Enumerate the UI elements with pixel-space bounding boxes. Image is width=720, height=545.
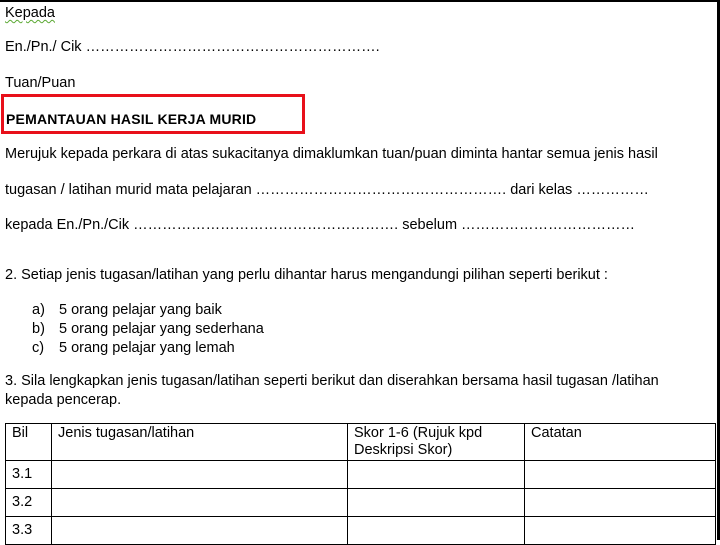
page-top-border [0,0,720,2]
list-item [32,301,222,319]
addressee-label: Kepada [5,5,55,21]
point-3-line-1: 3. Sila lengkapkan jenis tugasan/latihan seperti berikut dan diserahkan bersama hasil tugasan /latihan [5,373,659,389]
list-item-label: b) [32,321,45,337]
table-cell[interactable] [348,489,525,517]
table-cell[interactable] [348,517,525,545]
list-item-text: 5 orang pelajar yang lemah [59,340,235,356]
point-3-line-2: kepada pencerap. [5,392,122,408]
document-title: PEMANTAUAN HASIL KERJA MURID [6,111,257,127]
table-row [6,461,716,489]
list-item [32,339,235,357]
table-cell[interactable] [525,461,716,489]
paragraph-1-line-1: Merujuk kepada perkara di atas sukacitanya dimaklumkan tuan/puan diminta hantar semua jenis hasil [5,146,658,162]
column-header-catatan: Catatan [525,424,716,461]
column-header-skor: Skor 1-6 (Rujuk kpd Deskripsi Skor) [348,424,525,461]
list-item [32,320,264,338]
table-header-row [6,424,716,461]
row-number: 3.3 [6,517,52,545]
table-cell[interactable] [525,489,716,517]
paragraph-1-line-2: tugasan / latihan murid mata pelajaran ……………………………………………. dari kelas …………… [5,182,649,198]
point-2-text: 2. Setiap jenis tugasan/latihan yang perlu dihantar harus mengandungi pilihan seperti berikut : [5,267,608,283]
column-header-bil: Bil [6,424,52,461]
tuan-puan-label: Tuan/Puan [5,75,76,91]
column-header-jenis: Jenis tugasan/latihan [52,424,348,461]
salutation-line: En./Pn./ Cik ……………………………………………………. [5,39,380,55]
assessment-table [5,423,716,545]
table-cell[interactable] [52,461,348,489]
table-cell[interactable] [52,489,348,517]
row-number: 3.2 [6,489,52,517]
table-cell[interactable] [52,517,348,545]
row-number: 3.1 [6,461,52,489]
table-cell[interactable] [348,461,525,489]
list-item-text: 5 orang pelajar yang baik [59,302,222,318]
table-cell[interactable] [525,517,716,545]
list-item-label: c) [32,340,45,356]
paragraph-1-line-3: kepada En./Pn./Cik ………………………………………………. sebelum ……………………………… [5,217,636,233]
list-item-label: a) [32,302,45,318]
table-row [6,489,716,517]
table-row [6,517,716,545]
list-item-text: 5 orang pelajar yang sederhana [59,321,264,337]
